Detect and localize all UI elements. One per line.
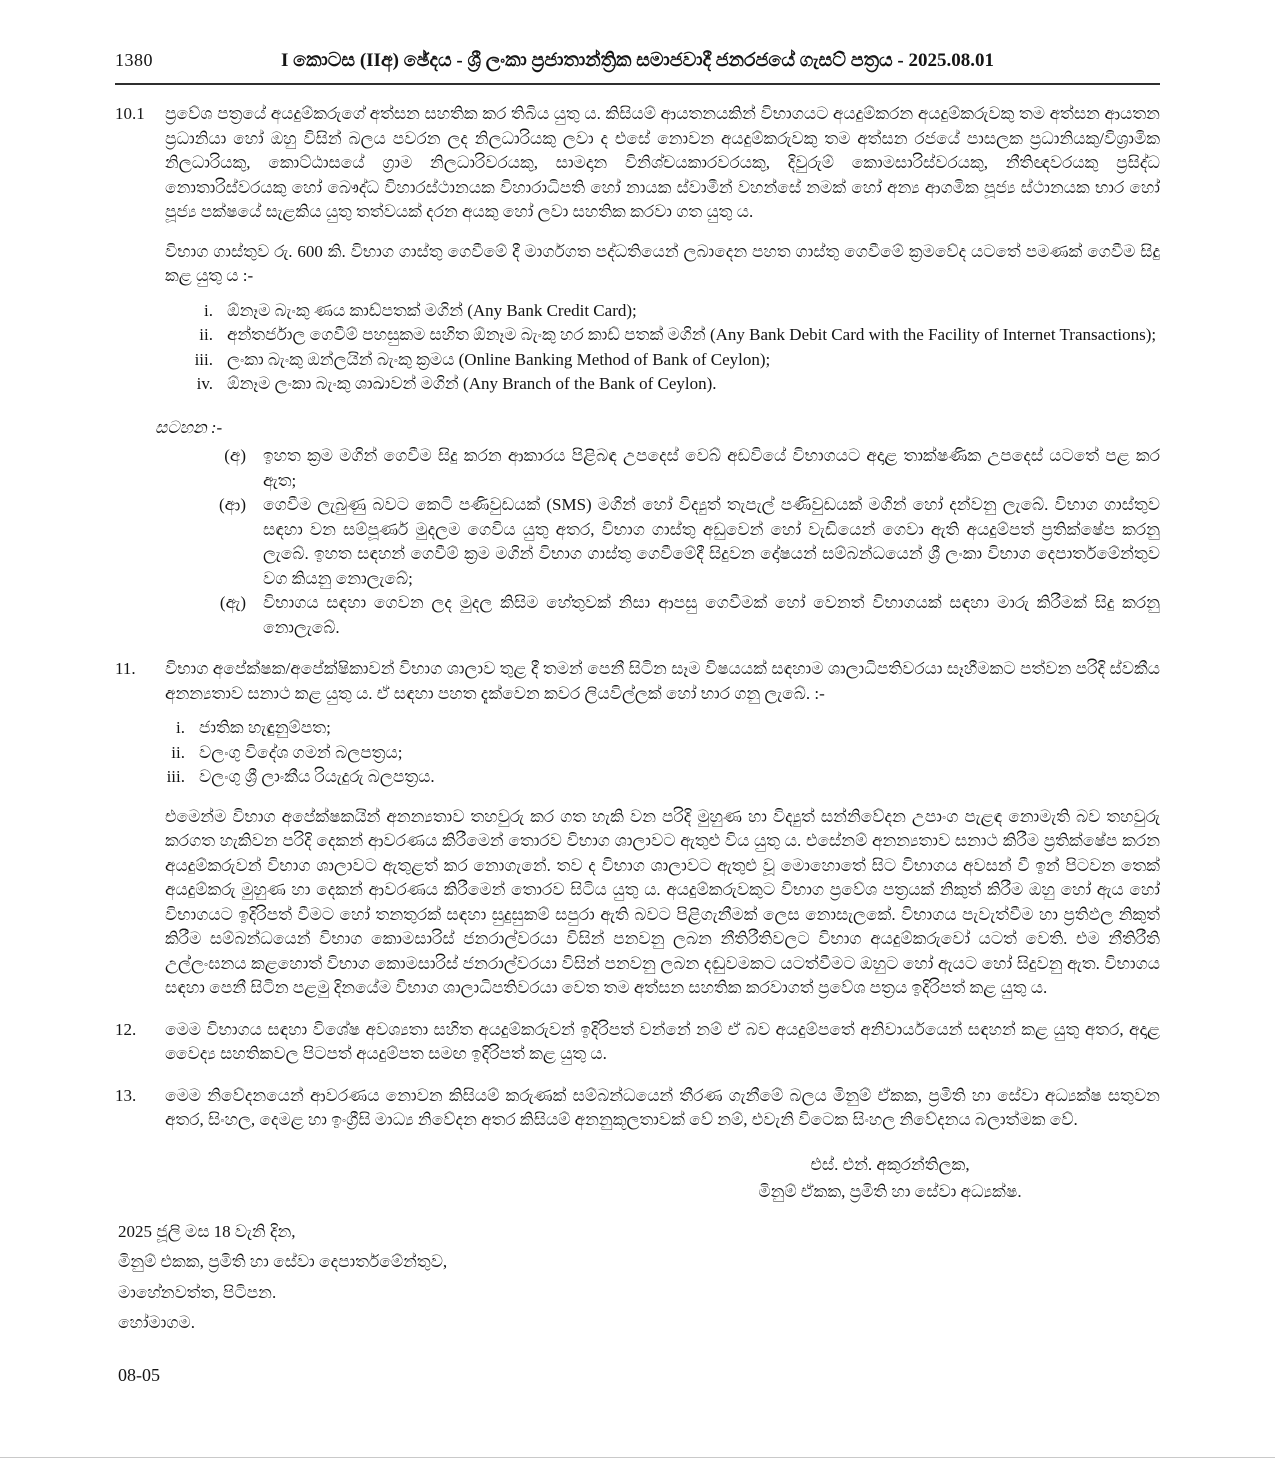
paragraph-number: 10.1: [115, 104, 145, 123]
list-item-text: වලංගු ශ්‍රී ලාංකීය රියැදුරු බලපත්‍රය.: [199, 767, 435, 786]
signature-block: [720, 1151, 1060, 1205]
note-label: සටහන :-: [155, 417, 223, 437]
list-item-text: වලංගු විදේශ ගමන් බලපත්‍රය;: [199, 742, 403, 762]
list-item: [143, 741, 1160, 766]
department-name: මිනුම් එකක, ප්‍රමිති හා සේවා දෙපාර්තමේන්තුව,: [118, 1252, 448, 1271]
paragraph-number: 13.: [115, 1085, 137, 1105]
paragraph-11-continuation: එමෙන්ම විභාග අපේක්ෂකයින් අනන්‍යතාව තහවුරු කර ගත හැකි වන පරිදි මුහුණ හා විද්‍යුත් සන්නිවේදන උපාංග පැළඳ නොමැති බව තහවුරු කරගත හැකිවන පරිදි දෙකන් ආවරණය කිරීමෙන් තොරව විභාග ශාලාවට ඇතුළු විය යුතු ය. එසේනම් අනන්‍යතාව සනාථ කිරීම ප්‍රතික්ෂේප කරන අයදුම්කරුවන් විභාග ශාලාවට ඇතුළත් කර නොගැනේ. තව ද විභාග ශාලාවට ඇතුළු වූ මොහොතේ සිට විභාගය අවසන් වී ඉන් පිටවන තෙක් අයදුම්කරු මුහුණ හා දෙකන් ආවරණය කිරීමෙන් තොරව සිටිය යුතු ය. අයදුම්කරුවකුට විභාග ප්‍රවේශ පත්‍රයක් නිකුත් කිරීම ඔහු හෝ ඇය හෝ විභාගයට ඉදිරිපත් වීමට හෝ තනතුරක් සඳහා සුදුසුකම් සපුරා ඇති බවට පිළිගැනීමක් ලෙස නොසැලකේ. විභාගය පැවැත්වීම හා ප්‍රතිඵල නිකුත් කිරීම සම්බන්ධයෙන් විභාග කොමසාරිස් ජනරාල්වරයා විසින් පනවනු ලබන නීතිරීතිවලට විභාග අයදුම්කරුවෝ යටත් වෙති. එම නීතිරීති උල්ලංඝනය කළහොත් විභාග කොමසාරිස් ජනරාල්වරයා විසින් පනවනු ලබන දඬුවමකට යටත්වීමට ඔහුට හෝ ඇයට හෝ සිදුවනු ඇත. විභාගය සඳහා පෙනී සිටින පළමු දිනයේම විභාග ශාලාධිපතිවරයා වෙත තම අත්සන සහතික කරවාගත් ප්‍රවේශ පත්‍රය ඉදිරිපත් කළ යුතු ය.: [165, 806, 1160, 997]
signatory-name: එස්. එන්. අකුරන්තිලක,: [810, 1154, 970, 1174]
header-rule: [115, 83, 1160, 85]
note-list: [115, 444, 1160, 640]
address-line-1: මාහේනවත්ත, පිටිපන.: [118, 1282, 277, 1302]
note-item-text: ගෙවීම ලැබුණු බවට කෙටි පණිවුඩයක් (SMS) මගින් හෝ විද්‍යුත් තැපැල් පණිවුඩයක් මගින් හෝ දන්වනු ලැබේ. විභාග ගාස්තුව සඳහා වන සම්පූර්ණ මුදලම ගෙවිය යුතු අතර, විභාග ගාස්තු අඩුවෙන් හෝ වැඩියෙන් ගෙවා ඇති අයදුම්පත් ප්‍රතික්ෂේප කරනු ලැබේ. ඉහත සඳහන් ගෙවීම් ක්‍රම මගින් විභාග ගාස්තු ගෙවීමේදී සිදුවන දෝෂයන් සම්බන්ධයෙන් ශ්‍රී ලංකා විභාග දෙපාර්තමේන්තුව වග කියනු නොලැබේ;: [263, 495, 1160, 588]
list-item-text: ජාතික හැඳුනුම්පත;: [199, 718, 331, 737]
paragraph-10-1: [115, 102, 1160, 225]
paragraph-text: ප්‍රවේශ පත්‍රයේ අයදුම්කරුගේ අත්සන සහතික කර තිබිය යුතු ය. කිසියම් ආයතනයකින් විභාගයට අයදුම්කරන අයදුම්කරුවකු තම අත්සන ආයතන ප්‍රධානියා හෝ ඔහු විසින් බලය පවරන ලද නිලධාරියකු ලවා ද එසේ නොවන අයදුම්කරුවකු තම අත්සන රජයේ පාසලක ප්‍රධානියකු/විශ්‍රාමික නිලධාරියකු, කොට්ඨාසයේ ග්‍රාම නිලධාරිවරයකු, සාමදාන විනිශ්චයකාරවරයකු, දිවුරුම් කොමසාරිස්වරයකු, නීතිඥවරයකු ප්‍රසිද්ධ නොතාරිස්වරයකු හෝ බෞද්ධ විහාරස්ථානයක විහාරාධිපති හෝ නායක ස්වාමීන් වහන්සේ නමක් හෝ අන්‍ය ආගමික පූජ්‍ය ස්ථානයක භාර හෝ පූජ්‍ය පක්ෂයේ සැළකිය යුතු තත්වයක් දරන අයකු හෝ ලවා සහතික කරවා ගත යුතු ය.: [165, 104, 1160, 221]
note-item: [200, 493, 1160, 591]
note-item: [200, 444, 1160, 493]
payment-methods-list: [115, 299, 1160, 397]
list-numeral: iii.: [194, 349, 213, 369]
list-numeral: i.: [204, 300, 213, 320]
note-item: [200, 591, 1160, 640]
paragraph-11: [115, 657, 1160, 706]
note-item-label: (ඇ): [219, 593, 246, 612]
bottom-rule: [0, 1457, 1275, 1458]
list-numeral: i.: [176, 718, 185, 737]
list-numeral: iv.: [196, 374, 213, 393]
paragraph-number: 12.: [115, 1019, 137, 1039]
footer-address-block: [118, 1217, 1160, 1339]
list-item: [165, 348, 1160, 373]
note-item-text: ඉහත ක්‍රම මගින් ගෙවීම සිදු කරන ආකාරය පිළිබඳ උපදෙස් වෙබ් අඩවියේ විභාගයට අදාළ තාක්ෂණික උපදෙස් යටතේ පළ කර ඇත;: [263, 446, 1160, 490]
paragraph-text: විභාග අපේක්ෂක/අපේක්ෂිකාවන් විභාග ශාලාව තුළ දී තමන් පෙනී සිටින සෑම විෂයයක් සඳහාම ශාලාධිපතිවරයා සෑහීමකට පත්වන පරිදි ස්වකීය අනන්‍යතාව සනාථ කළ යුතු ය. ඒ සඳහා පහත දැක්වෙන කවර ලියවිල්ලක් හෝ භාර ගනු ලැබේ. :-: [165, 659, 1160, 703]
notice-date: 2025 ජූලි මස 18 වැනි දින,: [118, 1221, 296, 1241]
note-item-label: (අ): [224, 446, 246, 465]
paragraph-number: 11.: [115, 659, 136, 678]
notice-code: 08-05: [118, 1364, 160, 1385]
paragraph-12: [115, 1018, 1160, 1067]
gazette-title: I කොටස (IIඅ) ඡේදය - ශ්‍රී ලංකා ප්‍රජාතාන්ත්‍රික සමාජවාදී ජනරජයේ ගැසට් පත්‍රය - 2025.08.01: [281, 50, 994, 71]
identity-documents-list: [115, 716, 1160, 790]
list-item-text: ඕනෑම බැංකු ණය කාඩ්පතක් මගින් (Any Bank Credit Card);: [227, 300, 637, 320]
signatory-title: මිනුම් ඒකක, ප්‍රමිති හා සේවා අධ්‍යක්ෂ.: [758, 1181, 1022, 1201]
paragraph-text: මෙම විභාගය සඳහා විශේෂ අවශ්‍යතා සහිත අයදුම්කරුවන් ඉදිරිපත් වන්නේ නම් ඒ බව අයදුම්පතේ අනිවාර්යයෙන් සඳහන් කළ යුතු අතර, අදාළ වෛද්‍ය සහතිකවල පිටපත් අයදුම්පත සමඟ ඉදිරිපත් කළ යුතු ය.: [165, 1019, 1160, 1063]
list-item: [165, 323, 1160, 348]
page-header: [115, 0, 1160, 74]
list-numeral: ii.: [199, 325, 213, 344]
page-number: 1380: [115, 50, 153, 70]
list-item: [165, 299, 1160, 324]
note-item-text: විභාගය සඳහා ගෙවන ලද මුදල කිසිම හේතුවක් නිසා ආපසු ගෙවීමක් හෝ වෙනත් විභාගයක් සඳහා මාරු කිරීමක් සිදු කරනු නොලැබේ.: [263, 593, 1160, 637]
list-item-text: ලංකා බැංකු ඔන්ලයින් බැංකු ක්‍රමය (Online Banking Method of Bank of Ceylon);: [227, 349, 771, 369]
list-numeral: ii.: [171, 742, 185, 762]
list-numeral: iii.: [166, 767, 185, 786]
document-body: [115, 102, 1160, 1387]
exam-fee-paragraph: විභාග ගාස්තුව රු. 600 කි. විභාග ගාස්තු ගෙවීමේ දී මාර්ගගත පද්ධතියෙන් ලබාදෙන පහත ගාස්තු ගෙවීමේ ක්‍රමවේද යටතේ පමණක් ගෙවීම සිදු කළ යුතු ය :-: [165, 241, 1160, 285]
list-item: [143, 765, 1160, 790]
list-item: [165, 372, 1160, 397]
list-item-text: අන්තර්ජාල ගෙවීම් පහසුකම සහිත ඕනෑම බැංකු හර කාඩ් පතක් මගින් (Any Bank Debit Card with the Facility of Internet Transactions);: [227, 325, 1157, 344]
note-item-label: (ආ): [219, 495, 246, 514]
address-line-2: හෝමාගම.: [118, 1313, 195, 1332]
list-item: [143, 716, 1160, 741]
paragraph-text: මෙම නිවේදනයෙන් ආවරණය නොවන කිසියම් කරුණක් සම්බන්ධයෙන් තීරණ ගැනීමේ බලය මිනුම් ඒකක, ප්‍රමිති හා සේවා අධ්‍යක්ෂ සතුවන අතර, සිංහල, දෙමළ හා ඉංග්‍රීසි මාධ්‍ය නිවේදන අතර කිසියම් අනනුකූලතාවක් වේ නම්, එවැනි විටෙක සිංහල නිවේදනය බලාත්මක වේ.: [165, 1085, 1160, 1129]
paragraph-13: [115, 1084, 1160, 1133]
list-item-text: ඕනෑම ලංකා බැංකු ශාඛාවන් මගින් (Any Branch of the Bank of Ceylon).: [227, 374, 717, 393]
